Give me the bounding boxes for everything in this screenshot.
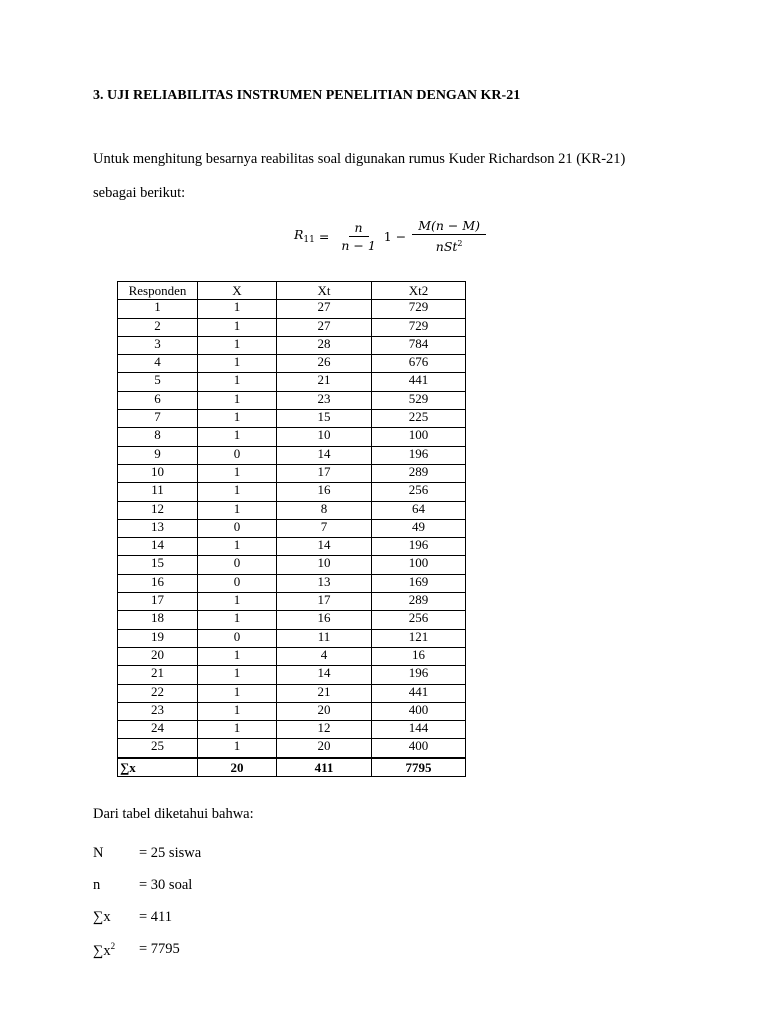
cell-xt: 20 <box>277 702 372 720</box>
cell-x: 1 <box>198 593 277 611</box>
cell-xt2: 729 <box>372 318 466 336</box>
kr21-formula <box>294 218 488 254</box>
cell-xt2: 441 <box>372 373 466 391</box>
cell-x: 1 <box>198 684 277 702</box>
total-xt2: 7795 <box>372 758 466 777</box>
cell-responden: 12 <box>118 501 198 519</box>
cell-responden: 14 <box>118 538 198 556</box>
cell-xt: 26 <box>277 355 372 373</box>
cell-x: 1 <box>198 391 277 409</box>
cell-xt: 15 <box>277 410 372 428</box>
intro-paragraph-line-1: Untuk menghitung besarnya reabilitas soal digunakan rumus Kuder Richardson 21 (KR-21) <box>93 151 626 167</box>
table-row <box>118 721 466 739</box>
cell-xt2: 196 <box>372 538 466 556</box>
table-row <box>118 446 466 464</box>
formula-minus: − <box>395 228 407 244</box>
cell-xt2: 49 <box>372 519 466 537</box>
stat-label: N <box>93 845 104 861</box>
cell-xt2: 256 <box>372 483 466 501</box>
cell-xt2: 256 <box>372 611 466 629</box>
cell-responden: 21 <box>118 666 198 684</box>
cell-xt2: 529 <box>372 391 466 409</box>
cell-responden: 2 <box>118 318 198 336</box>
cell-xt: 14 <box>277 538 372 556</box>
cell-xt2: 729 <box>372 300 466 318</box>
cell-xt: 27 <box>277 300 372 318</box>
column-header-xt: Xt <box>277 282 372 300</box>
cell-xt2: 121 <box>372 629 466 647</box>
cell-x: 1 <box>198 355 277 373</box>
stat-row <box>93 941 254 973</box>
table-row <box>118 410 466 428</box>
cell-x: 1 <box>198 702 277 720</box>
intro-paragraph-line-2: sebagai berikut: <box>93 185 186 201</box>
cell-xt: 10 <box>277 428 372 446</box>
table-row <box>118 538 466 556</box>
cell-x: 1 <box>198 483 277 501</box>
formula-fraction-n <box>335 220 381 253</box>
data-table-container <box>117 281 466 777</box>
cell-responden: 8 <box>118 428 198 446</box>
cell-x: 0 <box>198 556 277 574</box>
stat-row <box>93 877 254 909</box>
table-row <box>118 574 466 592</box>
cell-responden: 1 <box>118 300 198 318</box>
cell-xt2: 400 <box>372 739 466 758</box>
table-total-row <box>118 758 466 777</box>
cell-xt: 13 <box>277 574 372 592</box>
cell-xt: 7 <box>277 519 372 537</box>
cell-x: 1 <box>198 721 277 739</box>
cell-xt: 27 <box>277 318 372 336</box>
cell-xt: 20 <box>277 739 372 758</box>
stat-value: = 411 <box>139 909 173 925</box>
formula-fraction-n-numerator: n <box>349 220 369 237</box>
table-body <box>118 300 466 758</box>
stats-list <box>93 845 254 973</box>
stat-value: = 30 soal <box>139 877 193 893</box>
cell-xt: 23 <box>277 391 372 409</box>
cell-x: 1 <box>198 373 277 391</box>
stat-row <box>93 909 254 941</box>
formula-fraction-m-numerator: M(n − M) <box>412 218 486 235</box>
cell-xt: 14 <box>277 666 372 684</box>
cell-xt2: 225 <box>372 410 466 428</box>
cell-responden: 16 <box>118 574 198 592</box>
cell-xt2: 64 <box>372 501 466 519</box>
formula-lhs: $R_{11}$ <box>294 227 315 246</box>
table-row <box>118 300 466 318</box>
stat-label: n <box>93 877 101 893</box>
table-row <box>118 593 466 611</box>
cell-xt: 14 <box>277 446 372 464</box>
cell-xt: 8 <box>277 501 372 519</box>
stats-intro: Dari tabel diketahui bahwa: <box>93 806 254 822</box>
stat-label: ∑x <box>93 909 111 925</box>
formula-fraction-m <box>412 218 486 254</box>
formula-fraction-m-denominator: nSt$^2$ <box>435 239 463 255</box>
cell-x: 1 <box>198 538 277 556</box>
cell-responden: 25 <box>118 739 198 758</box>
cell-x: 1 <box>198 666 277 684</box>
cell-xt2: 196 <box>372 446 466 464</box>
table-row <box>118 519 466 537</box>
cell-x: 1 <box>198 611 277 629</box>
column-header-xt2: Xt2 <box>372 282 466 300</box>
table-row <box>118 355 466 373</box>
cell-xt: 28 <box>277 336 372 354</box>
cell-x: 1 <box>198 501 277 519</box>
cell-xt2: 441 <box>372 684 466 702</box>
table-header-row <box>118 282 466 300</box>
cell-responden: 22 <box>118 684 198 702</box>
cell-responden: 5 <box>118 373 198 391</box>
total-xt: 411 <box>277 758 372 777</box>
cell-xt2: 289 <box>372 593 466 611</box>
cell-xt2: 144 <box>372 721 466 739</box>
cell-x: 1 <box>198 647 277 665</box>
summary-stats <box>93 806 254 973</box>
cell-responden: 3 <box>118 336 198 354</box>
table-row <box>118 556 466 574</box>
cell-xt: 16 <box>277 611 372 629</box>
cell-x: 0 <box>198 519 277 537</box>
cell-responden: 6 <box>118 391 198 409</box>
table-row <box>118 483 466 501</box>
cell-x: 0 <box>198 629 277 647</box>
cell-responden: 17 <box>118 593 198 611</box>
cell-xt2: 196 <box>372 666 466 684</box>
formula-superscript: 2 <box>457 239 463 248</box>
table-row <box>118 666 466 684</box>
cell-responden: 10 <box>118 464 198 482</box>
column-header-x: X <box>198 282 277 300</box>
table-row <box>118 501 466 519</box>
cell-xt: 12 <box>277 721 372 739</box>
table-row <box>118 464 466 482</box>
cell-x: 1 <box>198 410 277 428</box>
section-heading: 3. UJI RELIABILITAS INSTRUMEN PENELITIAN DENGAN KR-21 <box>93 88 521 103</box>
cell-responden: 19 <box>118 629 198 647</box>
total-label: ∑x <box>118 758 198 777</box>
column-header-responden: Responden <box>118 282 198 300</box>
formula-equals: = <box>318 228 330 244</box>
stat-label: $\sum x^2$ <box>93 941 116 959</box>
formula-fraction-n-denominator: n − 1 <box>341 237 376 253</box>
cell-x: 1 <box>198 300 277 318</box>
cell-responden: 11 <box>118 483 198 501</box>
cell-x: 1 <box>198 739 277 758</box>
cell-xt: 21 <box>277 373 372 391</box>
cell-xt2: 676 <box>372 355 466 373</box>
table-row <box>118 336 466 354</box>
cell-xt2: 400 <box>372 702 466 720</box>
cell-xt: 16 <box>277 483 372 501</box>
cell-x: 1 <box>198 428 277 446</box>
total-x: 20 <box>198 758 277 777</box>
table-row <box>118 373 466 391</box>
cell-xt2: 784 <box>372 336 466 354</box>
cell-responden: 9 <box>118 446 198 464</box>
stat-value: = 25 siswa <box>139 845 202 861</box>
cell-xt2: 100 <box>372 556 466 574</box>
table-row <box>118 647 466 665</box>
cell-responden: 18 <box>118 611 198 629</box>
stat-value: = 7795 <box>139 941 180 957</box>
cell-x: 1 <box>198 464 277 482</box>
table-row <box>118 739 466 758</box>
cell-x: 1 <box>198 318 277 336</box>
cell-xt: 10 <box>277 556 372 574</box>
cell-responden: 24 <box>118 721 198 739</box>
cell-xt: 17 <box>277 464 372 482</box>
cell-x: 0 <box>198 446 277 464</box>
table-row <box>118 702 466 720</box>
cell-xt2: 100 <box>372 428 466 446</box>
cell-xt2: 169 <box>372 574 466 592</box>
formula-lhs-subscript: 11 <box>303 235 315 246</box>
cell-responden: 15 <box>118 556 198 574</box>
stat-label-superscript: 2 <box>110 941 116 951</box>
cell-responden: 13 <box>118 519 198 537</box>
table-row <box>118 428 466 446</box>
stat-row <box>93 845 254 877</box>
formula-one: 1 <box>383 228 392 244</box>
cell-xt: 4 <box>277 647 372 665</box>
cell-xt: 17 <box>277 593 372 611</box>
cell-responden: 4 <box>118 355 198 373</box>
cell-xt: 21 <box>277 684 372 702</box>
cell-xt: 11 <box>277 629 372 647</box>
table-row <box>118 391 466 409</box>
responden-table <box>117 281 466 777</box>
cell-responden: 23 <box>118 702 198 720</box>
cell-xt2: 289 <box>372 464 466 482</box>
cell-x: 1 <box>198 336 277 354</box>
cell-xt2: 16 <box>372 647 466 665</box>
table-row <box>118 318 466 336</box>
cell-responden: 20 <box>118 647 198 665</box>
table-row <box>118 684 466 702</box>
cell-responden: 7 <box>118 410 198 428</box>
cell-x: 0 <box>198 574 277 592</box>
table-row <box>118 611 466 629</box>
table-row <box>118 629 466 647</box>
